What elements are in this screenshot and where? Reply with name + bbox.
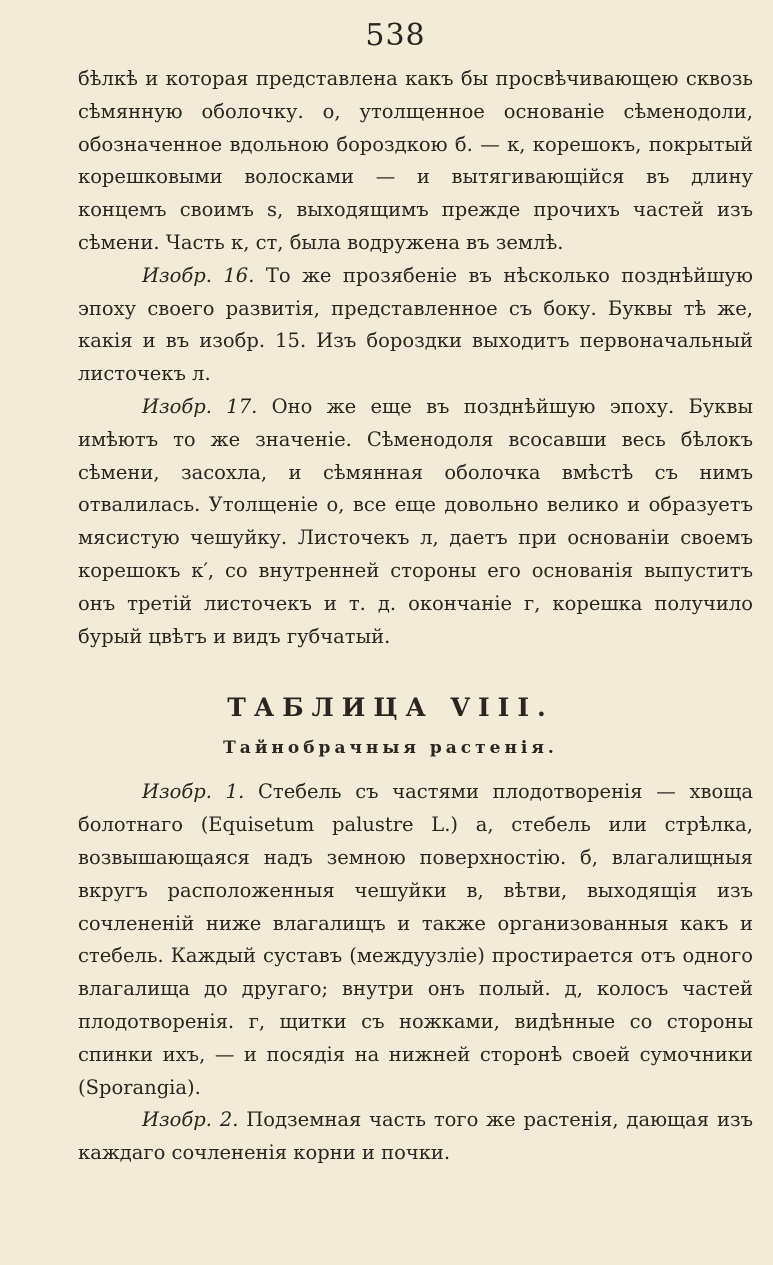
paragraph-text: То же прозябеніе въ нѣсколько позднѣйшую эпоху своего развитія, представленное съ боку. Буквы тѣ же, какія и въ изобр. 15. Изъ бороздки выходитъ первоначальный листочекъ л. (78, 263, 753, 386)
paragraph-figure-17 (78, 391, 753, 653)
paragraph-text: бѣлкѣ и которая представлена какъ бы просвѣчивающею сквозь сѣмянную оболочку. о, утолщенное основаніе сѣменодоли, обозначенное вдольною бороздкою б. — к, корешокъ, покрытый корешковыми волосками — и вытягивающійся въ длину концемъ своимъ s, выходящимъ прежде прочихъ частей изъ сѣмени. Часть к, ст, была водружена въ землѣ. (78, 67, 753, 254)
figure-reference: Изобр. 2. (142, 1108, 239, 1132)
paragraph-text: Оно же еще въ позднѣйшую эпоху. Буквы имѣютъ то же значеніе. Сѣменодоля всосавши весь бѣлокъ сѣмени, засохла, и сѣмянная оболочка вмѣстѣ съ нимъ отвалилась. Утолщеніе о, все еще довольно велико и образуетъ мясистую чешуйку. Листочекъ л, даетъ при основаніи своемъ корешокъ к′, со внутренней стороны его основанія выпуститъ онъ третій листочекъ и т. д. окончаніе г, корешка получило бурый цвѣтъ и видъ губчатый. (78, 394, 753, 648)
paragraph-continuation (78, 63, 753, 260)
paragraph-figure-2 (78, 1104, 753, 1170)
figure-reference: Изобр. 16. (142, 263, 255, 287)
paragraph-figure-16 (78, 260, 753, 391)
figure-reference: Изобр. 1. (142, 780, 245, 804)
table-heading: ТАБЛИЦА VIII. (227, 693, 554, 723)
paragraph-text: Подземная часть того же растенія, дающая изъ каждаго сочлененія корни и почки. (78, 1108, 753, 1165)
paragraph-text: Стебель съ частями плодотворенія — хвоща болотнаго (Equisetum palustre L.) а, стебель или стрѣлка, возвышающаяся надъ земною поверхностію. б, влагалищныя вкругъ расположенныя чешуйки в, вѣтви, выходящія изъ сочлененій ниже влагалищъ и также организованныя какъ и стебель. Каждый суставъ (междуузліе) простирается отъ одного влагалища до другаго; внутри онъ полый. д, колосъ частей плодотворенія. г, щитки съ ножками, видѣнные со стороны спинки ихъ, — и посядія на нижней сторонѣ своей сумочники (Sporangia). (78, 780, 753, 1099)
figure-reference: Изобр. 17. (142, 394, 258, 418)
paragraph-figure-1 (78, 776, 753, 1104)
section-subheading: Тайнобрачныя растенія. (223, 738, 558, 759)
page-number: 538 (365, 18, 426, 53)
